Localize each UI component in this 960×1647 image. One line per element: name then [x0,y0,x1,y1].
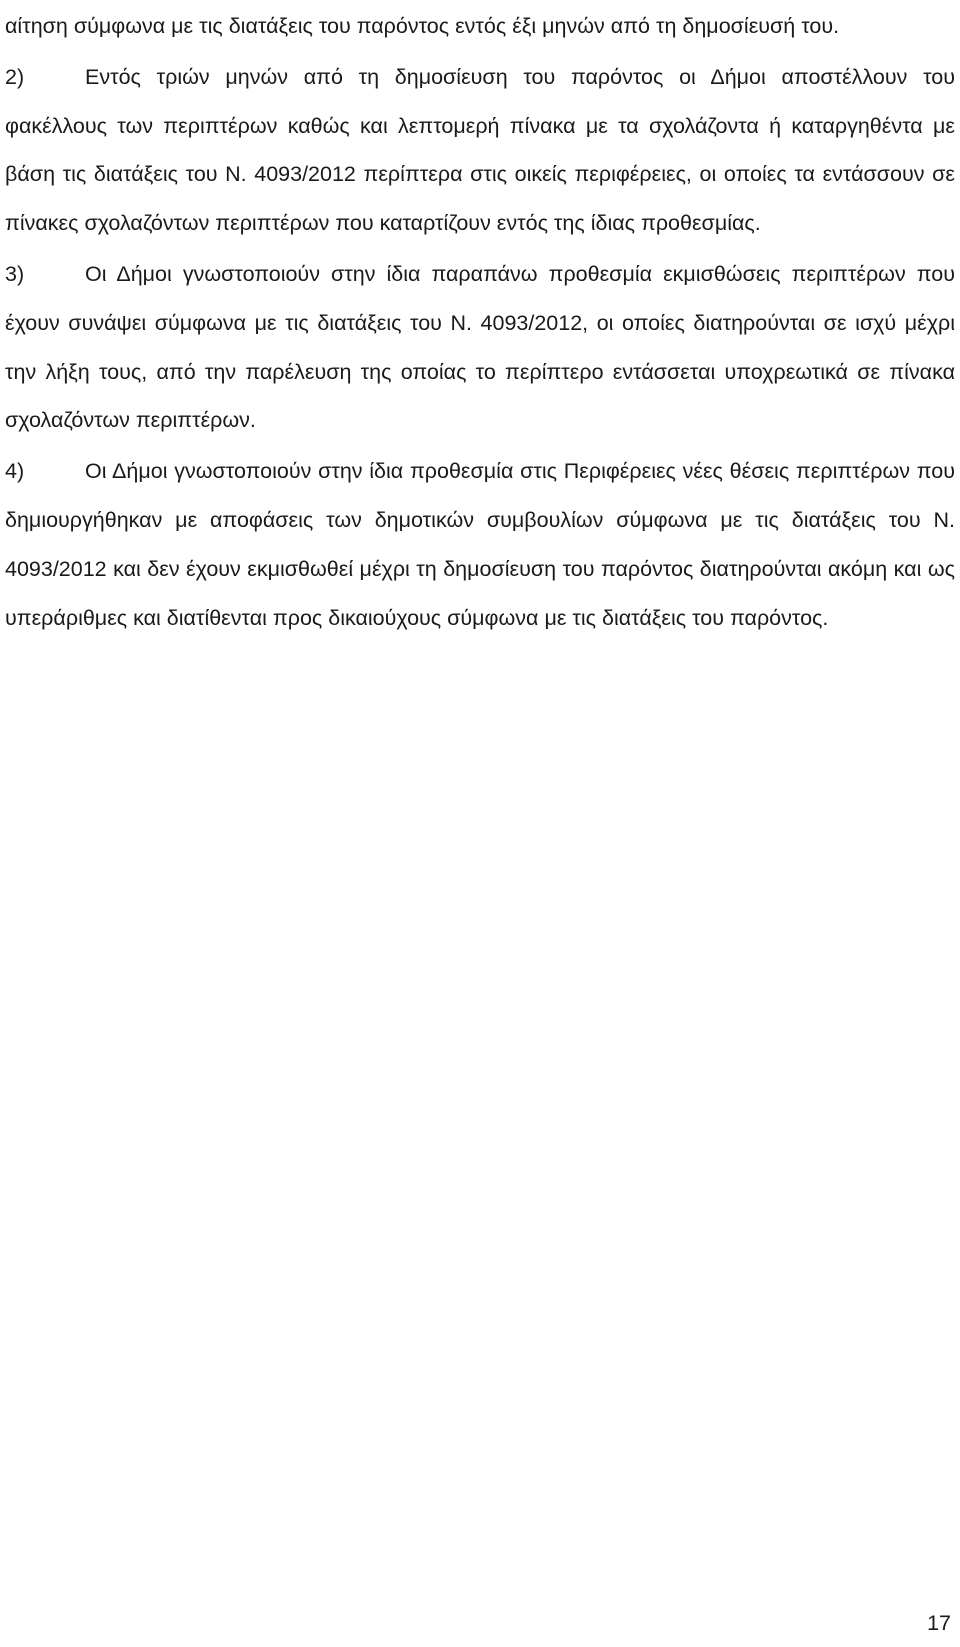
paragraph-text: αίτηση σύμφωνα με τις διατάξεις του παρόντος εντός έξι μηνών από τη δημοσίευσή του. [5,14,840,38]
paragraph-continuation [5,2,955,51]
document-body [5,2,955,642]
paragraph-number: 2) [5,64,25,89]
paragraph-item-2 [5,53,955,248]
paragraph-text: Οι Δήμοι γνωστοποιούν στην ίδια προθεσμία στις Περιφέρειες νέες θέσεις περιπτέρων που δημιουργήθηκαν με αποφάσεις των δημοτικών συμβουλίων σύμφωνα με τις διατάξεις του Ν. 4093/2012 και δεν έχουν εκμισθωθεί μέχρι τη δημοσίευση του παρόντος διατηρούνται ακόμη και ως υπεράριθμες και διατίθενται προς δικαιούχους σύμφωνα με τις διατάξεις του παρόντος. [5,459,955,630]
paragraph-number: 3) [5,261,25,286]
paragraph-text: Εντός τριών μηνών από τη δημοσίευση του παρόντος οι Δήμοι αποστέλλουν του φακέλλους των περιπτέρων καθώς και λεπτομερή πίνακα με τα σχολάζοντα ή καταργηθέντα με βάση τις διατάξεις του Ν. 4093/2012 περίπτερα στις οικείς περιφέρειες, οι οποίες τα εντάσσουν σε πίνακες σχολαζόντων περιπτέρων που καταρτίζουν εντός της ίδιας προθεσμίας. [5,64,955,236]
page-number: 17 [927,1611,951,1635]
paragraph-number: 4) [5,459,25,484]
paragraph-item-3 [5,250,955,445]
paragraph-text: Οι Δήμοι γνωστοποιούν στην ίδια παραπάνω προθεσμία εκμισθώσεις περιπτέρων που έχουν συνάψει σύμφωνα με τις διατάξεις του Ν. 4093/2012, οι οποίες διατηρούνται σε ισχύ μέχρι την λήξη τους, από την παρέλευση της οποίας το περίπτερο εντάσσεται υποχρεωτικά σε πίνακα σχολαζόντων περιπτέρων. [5,261,955,433]
paragraph-item-4 [5,447,955,642]
